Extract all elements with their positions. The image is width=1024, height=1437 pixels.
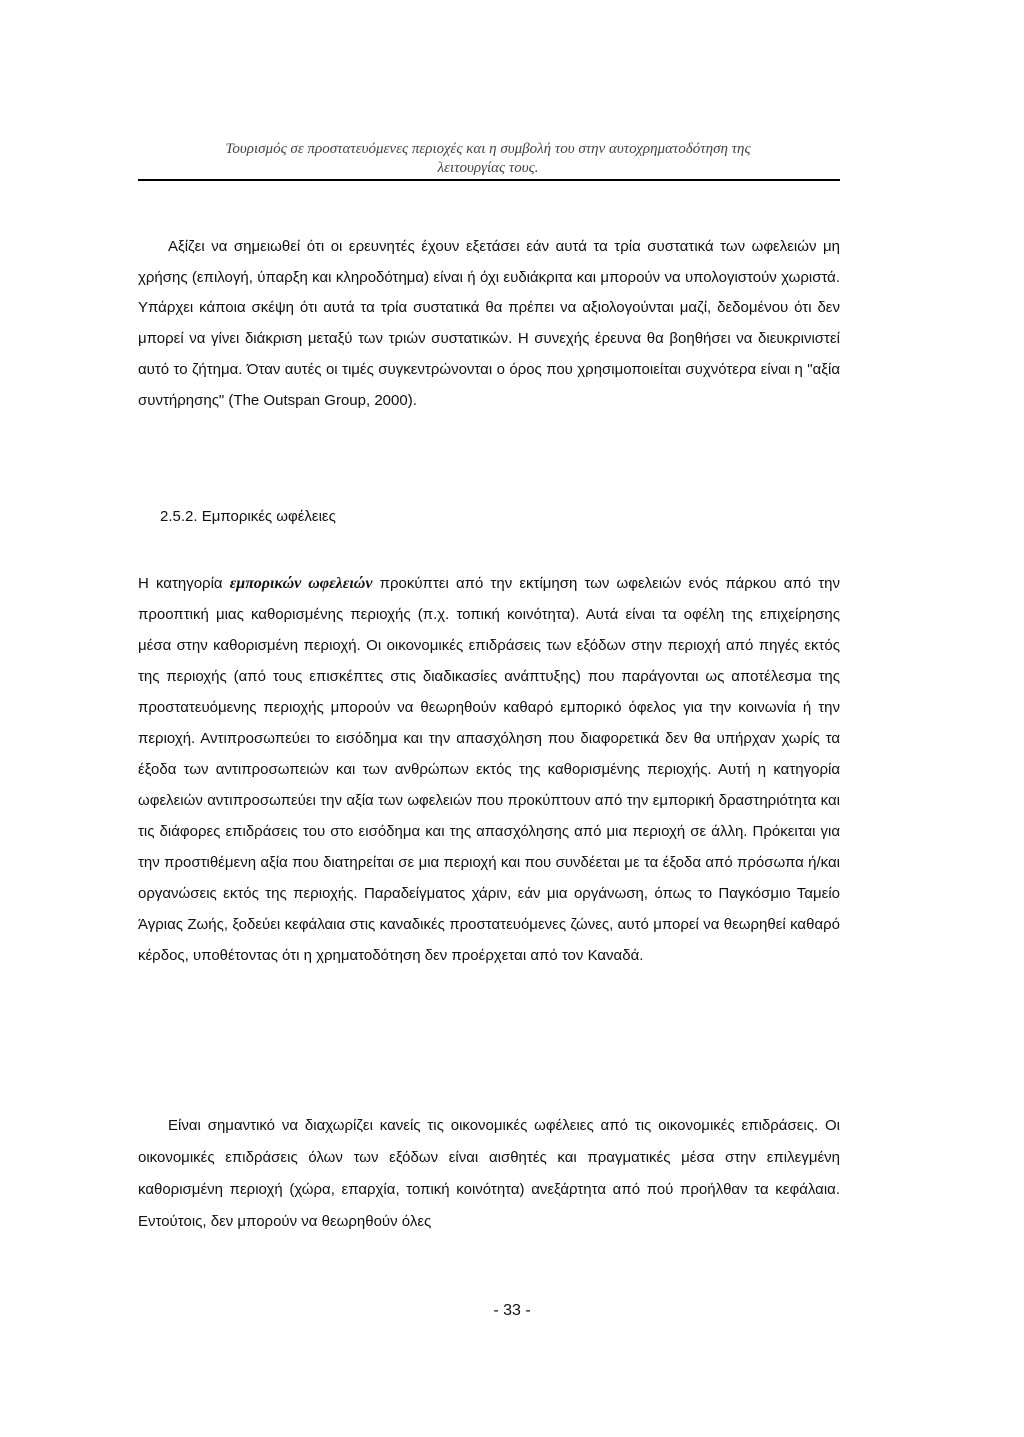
page-number: - 33 -	[493, 1302, 531, 1319]
paragraph-commercial-benefits	[138, 568, 840, 971]
emphasized-term: εμπορικών ωφελειών	[229, 575, 373, 592]
paragraph-lead: Η κατηγορία	[138, 575, 230, 592]
paragraph-body: προκύπτει από την εκτίμηση των ωφελειών ενός πάρκου από την προοπτική μιας καθορισμένης περιοχής (π.χ. τοπική κοινότητα). Αυτά είναι τα οφέλη της επιχείρησης μέσα στην καθορισμένη περιοχή. Οι οικονομικές επιδράσεις των εξόδων στην περιοχή από πηγές εκτός της περιοχής (από τους επισκέπτες στις διαδικασίες ανάπτυξης) που παράγονται ως αποτέλεσμα της προστατευόμενης περιοχής μπορούν να θεωρηθούν καθαρό εμπορικό όφελος για την κοινωνία ή την περιοχή. Αντιπροσωπεύει το εισόδημα και την απασχόληση που διαφορετικά δεν θα υπήρχαν χωρίς τα έξοδα των αντιπροσωπειών και των ανθρώπων εκτός της καθορισμένης περιοχής. Αυτή η κατηγορία ωφελειών αντιπροσωπεύει την αξία των ωφελειών που προκύπτουν από την εμπορική δραστηριότητα και τις διάφορες επιδράσεις του στο εισόδημα και της απασχόλησης από μια περιοχή σε άλλη. Πρόκειται για την προστιθέμενη αξία που διατηρείται σε μια περιοχή και που συνδέεται με τα έξοδα από πρόσωπα ή/και οργανώσεις εκτός της περιοχής. Παραδείγματος χάριν, εάν μια οργάνωση, όπως το Παγκόσμιο Ταμείο Άγριας Ζωής, ξοδεύει κεφάλαια στις καναδικές προστατευόμενες ζώνες, αυτό μπορεί να θεωρηθεί καθαρό κέρδος, υποθέτοντας ότι η χρηματοδότηση δεν προέρχεται από τον Καναδά.	[138, 575, 840, 964]
section-heading: 2.5.2. Εμπορικές ωφέλειες	[160, 508, 336, 525]
paragraph-non-use-benefits: Αξίζει να σημειωθεί ότι οι ερευνητές έχουν εξετάσει εάν αυτά τα τρία συστατικά των ωφελειών μη χρήσης (επιλογή, ύπαρξη και κληροδότημα) είναι ή όχι ευδιάκριτα και μπορούν να υπολογιστούν χωριστά. Υπάρχει κάποια σκέψη ότι αυτά τα τρία συστατικά θα πρέπει να αξιολογούνται μαζί, δεδομένου ότι δεν μπορεί να γίνει διάκριση μεταξύ των τριών συστατικών. Η συνεχής έρευνα θα βοηθήσει να διευκρινιστεί αυτό το ζήτημα. Όταν αυτές οι τιμές συγκεντρώνονται ο όρος που χρησιμοποιείται συχνότερα είναι η "αξία συντήρησης" (The Outspan Group, 2000).	[138, 238, 840, 409]
running-header-line-1: Τουρισμός σε προστατευόμενες περιοχές και η συμβολή του στην αυτοχρηματοδότηση της	[225, 141, 751, 157]
running-header-line-2: λειτουργίας τους.	[437, 160, 539, 176]
running-header	[138, 140, 838, 178]
paragraph-economic-impacts: Είναι σημαντικό να διαχωρίζει κανείς τις οικονομικές ωφέλειες από τις οικονομικές επιδράσεις. Οι οικονομικές επιδράσεις όλων των εξόδων είναι αισθητές και πραγματικές μέσα στην επιλεγμένη καθορισμένη περιοχή (χώρα, επαρχία, τοπική κοινότητα) ανεξάρτητα από πού προήλθαν τα κεφάλαια. Εντούτοις, δεν μπορούν να θεωρηθούν όλες	[138, 1117, 840, 1230]
header-rule	[138, 179, 840, 181]
